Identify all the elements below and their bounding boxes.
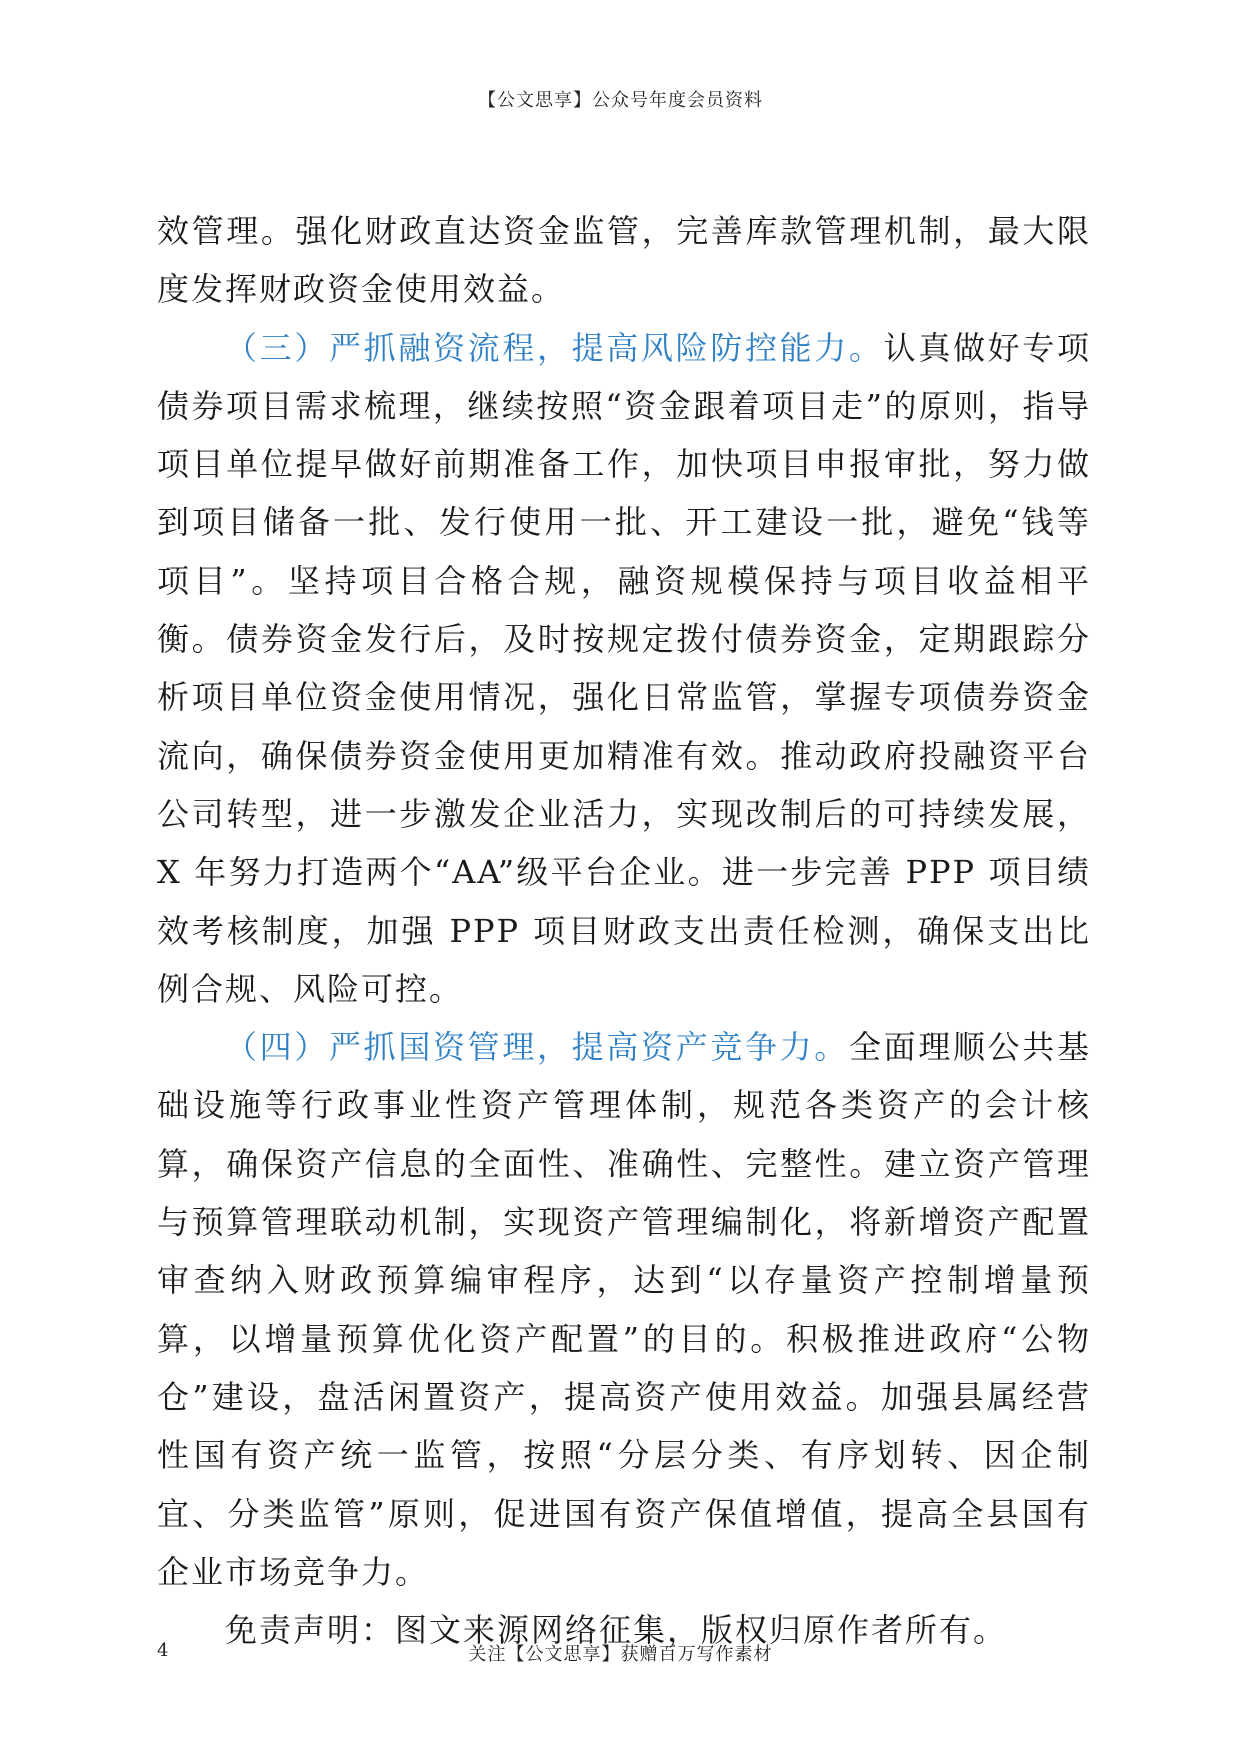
- paragraph-financing-text: 认真做好专项债券项目需求梳理，继续按照“资金跟着项目走”的原则，指导项目单位提早做好前期准备工作，加快项目申报审批，努力做到项目储备一批、发行使用一批、开工建设一批，避免“钱等项目”。坚持项目合格合规，融资规模保持与项目收益相平衡。债券资金发行后，及时按规定拨付债券资金，定期跟踪分析项目单位资金使用情况，强化日常监管，掌握专项债券资金流向，确保债券资金使用更加精准有效。推动政府投融资平台公司转型，进一步激发企业活力，实现改制后的可持续发展，X 年努力打造两个“AA”级平台企业。进一步完善 PPP 项目绩效考核制度，加强 PPP 项目财政支出责任检测，确保支出比例合规、风险可控。: [157, 328, 1091, 1008]
- page-footer: 关注【公文思享】获赠百万写作素材: [468, 1644, 773, 1665]
- paragraph-state-assets-text: 全面理顺公共基础设施等行政事业性资产管理体制，规范各类资产的会计核算，确保资产信息的全面性、准确性、完整性。建立资产管理与预算管理联动机制，实现资产管理编制化，将新增资产配置审查纳入财政预算编审程序，达到“以存量资产控制增量预算，以增量预算优化资产配置”的目的。积极推进政府“公物仓”建设，盘活闲置资产，提高资产使用效益。加强县属经营性国有资产统一监管，按照“分层分类、有序划转、因企制宜、分类监管”原则，促进国有资产保值增值，提高全县国有企业市场竞争力。: [157, 1028, 1091, 1591]
- disclaimer: 免责声明：图文来源网络征集，版权归原作者所有。: [225, 1611, 1008, 1650]
- section-heading-state-assets: （四）严抓国资管理，提高资产竞争力。: [225, 1028, 849, 1067]
- page-header: 【公文思享】公众号年度会员资料: [478, 90, 763, 111]
- section-heading-financing: （三）严抓融资流程，提高风险防控能力。: [225, 328, 884, 367]
- document-body: [157, 202, 1091, 1659]
- paragraph-state-assets: [157, 1018, 1091, 1601]
- page-number: 4: [157, 1640, 169, 1661]
- paragraph-continuation: 效管理。强化财政直达资金监管，完善库款管理机制，最大限度发挥财政资金使用效益。: [157, 212, 1091, 309]
- paragraph-financing: [157, 319, 1091, 1019]
